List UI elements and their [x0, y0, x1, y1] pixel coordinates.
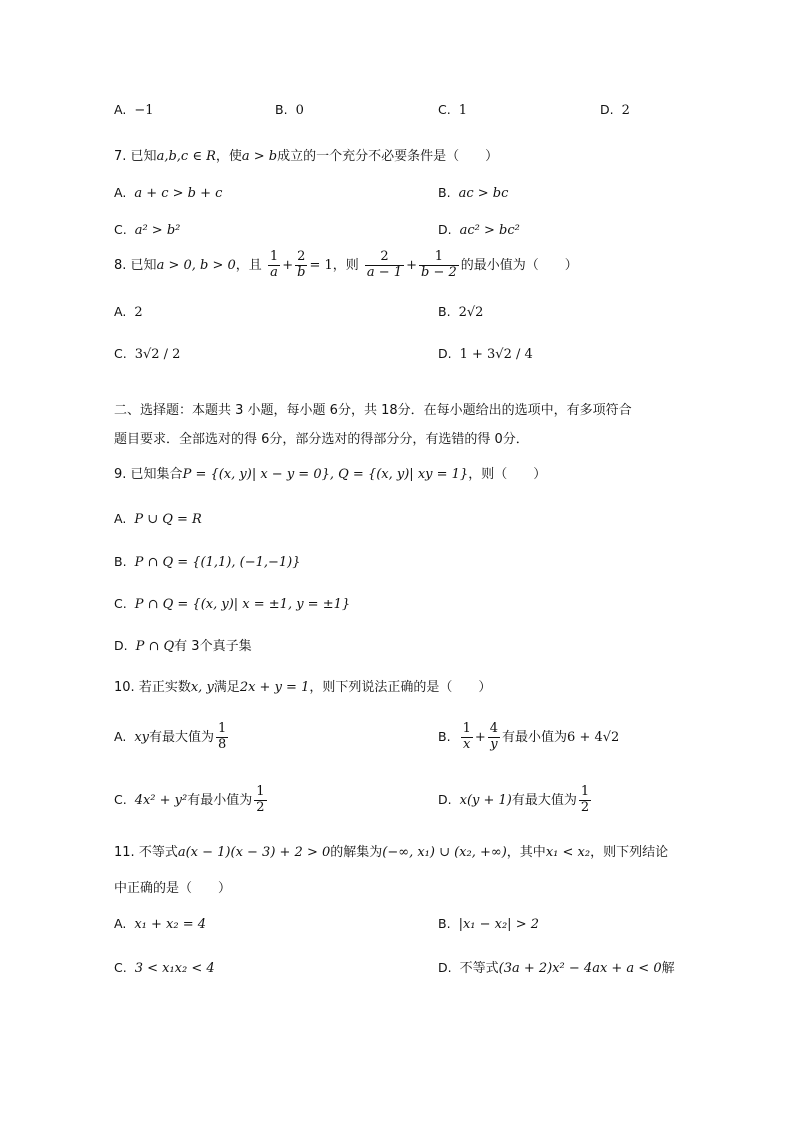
option-suffix: 解 [661, 961, 675, 976]
q10-stem [114, 681, 670, 694]
option-label: C. [114, 960, 127, 975]
option-value: 2√2 [458, 305, 484, 320]
q10-option-c [114, 785, 269, 816]
option-label: B. [438, 728, 451, 744]
math-expr: x₁ < x₂ [545, 845, 591, 860]
question-number: 8. [114, 257, 127, 273]
q6-option-c [438, 104, 467, 117]
q10-option-d [438, 785, 593, 816]
q11-option-a [114, 918, 206, 931]
stem-text: 成立的一个充分不必要条件是（ ） [277, 149, 499, 164]
stem-text: ，则（ ） [468, 467, 547, 482]
q10-option-b: B. $\frac{1}{x}$ + $\frac{4}{y}$ 有最小值为6 + 4√2 [438, 721, 620, 752]
section-heading: 二、选择题：本题共 3 小题，每小题 6分，共 18分．在每小题给出的选项中，有多项符合 [114, 403, 632, 418]
denominator: a − 1 [366, 264, 403, 280]
q6-option-b [275, 104, 304, 117]
stem-text: ，则下列说法正确的是（ ） [309, 680, 492, 695]
q11-stem [114, 846, 734, 859]
option-text: 有最大值为 [149, 729, 215, 745]
q7-option-b [438, 187, 508, 200]
q7-stem [114, 150, 670, 163]
option-value: 3 < x₁x₂ < 4 [134, 961, 215, 976]
fraction [268, 250, 280, 281]
stem-text: 已知 [130, 149, 157, 164]
question-number: 10. [114, 680, 135, 695]
math-expr: a > b [241, 149, 278, 164]
denominator: 8 [218, 736, 227, 752]
stem-text: ，其中 [506, 845, 546, 860]
option-label: A. [114, 511, 127, 526]
option-label: A. [114, 916, 127, 931]
q9-stem: 9. 已知集合P = {(x, y)| x − y = 0}, Q = {(x, y)| xy = 1}，则（ ） [114, 467, 547, 482]
fraction [254, 785, 266, 816]
option-label: B. [275, 102, 288, 117]
denominator: 2 [580, 799, 590, 815]
option-value: ac² > bc² [459, 223, 520, 238]
option-value: ac > bc [458, 186, 509, 201]
question-number: 11. [114, 845, 135, 860]
option-value: P ∩ Q = {(x, y)| x = ±1, y = ±1} [134, 597, 351, 612]
q11-stem-continued: 中正确的是（ ） [114, 881, 232, 896]
math-expr: 2x + y = 1 [239, 680, 310, 695]
math-expr: 4x² + y² [134, 792, 188, 808]
stem-text: 已知集合 [130, 467, 183, 482]
option-value: 2 [621, 103, 630, 118]
option-value: P ∩ Q [135, 639, 175, 654]
stem-text: 的最小值为（ ） [460, 257, 578, 273]
option-label: A. [114, 102, 127, 117]
option-value: a + c > b + c [134, 186, 223, 201]
math-expr: Q = {(x, y)| xy = 1} [338, 467, 469, 482]
stem-text: 的解集为 [330, 845, 383, 860]
option-label: D. [438, 960, 452, 975]
section-instructions: 题目要求．全部选对的得 6分，部分选对的得部分分，有选错的得 0分． [114, 432, 529, 447]
stem-text: 满足 [213, 680, 240, 695]
fraction [579, 785, 591, 816]
option-label: B. [114, 554, 127, 569]
option-value: x₁ + x₂ = 4 [134, 917, 206, 932]
option-label: D. [600, 102, 614, 117]
option-label: A. [114, 304, 127, 319]
fraction [216, 722, 228, 753]
q8-stem: 8. 已知a > 0, b > 0，且 $\frac{1}{a}$ + $\frac{2}{b}$ = 1，则 $\frac{2}{a - 1}$ + $\frac{1}{b - 2}$ 的最小值为（ ） [114, 249, 578, 280]
option-label: C. [114, 791, 127, 807]
option-label: D. [438, 222, 452, 237]
q11-option-d [438, 962, 675, 975]
option-value: 1 + 3√2 / 4 [459, 347, 533, 362]
option-value: (3a + 2)x² − 4ax + a < 0 [498, 961, 662, 976]
stem-text: ，且 [235, 257, 262, 273]
q8-option-b [438, 306, 483, 319]
math-expr: x, y [190, 680, 214, 695]
q8-option-c [114, 348, 180, 361]
q8-option-d [438, 348, 533, 361]
option-value: 2 [134, 305, 143, 320]
option-label: C. [114, 346, 127, 361]
stem-text: 不等式 [138, 845, 178, 860]
option-label: D. [438, 346, 452, 361]
stem-text: 已知 [130, 257, 157, 273]
numerator: 1 [580, 784, 590, 799]
option-label: D. [114, 638, 128, 653]
fraction [419, 250, 459, 281]
option-label: B. [438, 185, 451, 200]
option-label: B. [438, 916, 451, 931]
fraction: $\frac{4}{y}$ [489, 721, 499, 752]
math-expr: x(y + 1) [459, 792, 512, 808]
option-value: a² > b² [134, 223, 181, 238]
option-value: 0 [295, 103, 304, 118]
option-text: 有最小值为 [187, 792, 253, 808]
fraction [295, 250, 307, 281]
q7-option-d [438, 224, 520, 237]
q10-option-a [114, 722, 230, 753]
q7-option-c [114, 224, 180, 237]
math-expr: P = {(x, y)| x − y = 0} [182, 467, 330, 482]
option-text: 不等式 [459, 961, 499, 976]
stem-text: ，则下列结论 [590, 845, 669, 860]
option-label: A. [114, 728, 127, 744]
q6-option-a [114, 104, 153, 117]
q9-option-a [114, 513, 202, 526]
question-number: 7. [114, 149, 127, 164]
math-expr: = 1 [309, 257, 333, 273]
stem-text: ，使 [215, 149, 242, 164]
numerator: 2 [295, 250, 307, 266]
option-suffix: 有 3个真子集 [174, 639, 252, 654]
option-value: 6 + 4√2 [567, 729, 620, 745]
math-expr: a,b,c ∈ R [156, 149, 216, 164]
fraction: $\frac{1}{x}$ [462, 721, 471, 752]
stem-text: 若正实数 [138, 680, 191, 695]
q9-option-b [114, 556, 301, 569]
math-expr: (−∞, x₁) ∪ (x₂, +∞) [382, 845, 507, 860]
option-value: P ∪ Q = R [134, 512, 202, 527]
option-value: |x₁ − x₂| > 2 [458, 917, 539, 932]
q9-option-c [114, 598, 350, 611]
option-label: C. [114, 222, 127, 237]
stem-text: ，则 [332, 257, 359, 273]
question-number: 9. [114, 467, 127, 482]
q11-option-c [114, 962, 215, 975]
q9-option-d [114, 640, 252, 653]
option-value: −1 [134, 103, 154, 118]
denominator: b [297, 264, 306, 280]
numerator: 1 [218, 721, 227, 736]
q6-option-d [600, 104, 630, 117]
option-label: C. [114, 596, 127, 611]
option-value: 1 [458, 103, 467, 118]
fraction [365, 250, 404, 281]
numerator: 1 [269, 249, 279, 264]
option-label: D. [438, 791, 452, 807]
option-label: B. [438, 304, 451, 319]
option-text: 有最大值为 [511, 792, 577, 808]
math-expr: xy [134, 729, 149, 745]
option-label: C. [438, 102, 451, 117]
q7-option-a [114, 187, 222, 200]
q8-option-a [114, 306, 143, 319]
math-expr: a > 0, b > 0 [156, 257, 236, 273]
denominator: a [270, 264, 278, 280]
option-value: P ∩ Q = {(1,1), (−1,−1)} [134, 555, 301, 570]
option-text: 有最小值为 [502, 729, 568, 745]
math-expr: a(x − 1)(x − 3) + 2 > 0 [177, 845, 331, 860]
numerator: 1 [419, 250, 459, 266]
q11-option-b [438, 918, 539, 931]
denominator: 2 [256, 799, 265, 815]
option-value: 3√2 / 2 [134, 347, 181, 362]
option-label: A. [114, 185, 127, 200]
numerator: 2 [365, 250, 404, 266]
numerator: 1 [256, 784, 265, 799]
denominator: b − 2 [420, 264, 457, 280]
